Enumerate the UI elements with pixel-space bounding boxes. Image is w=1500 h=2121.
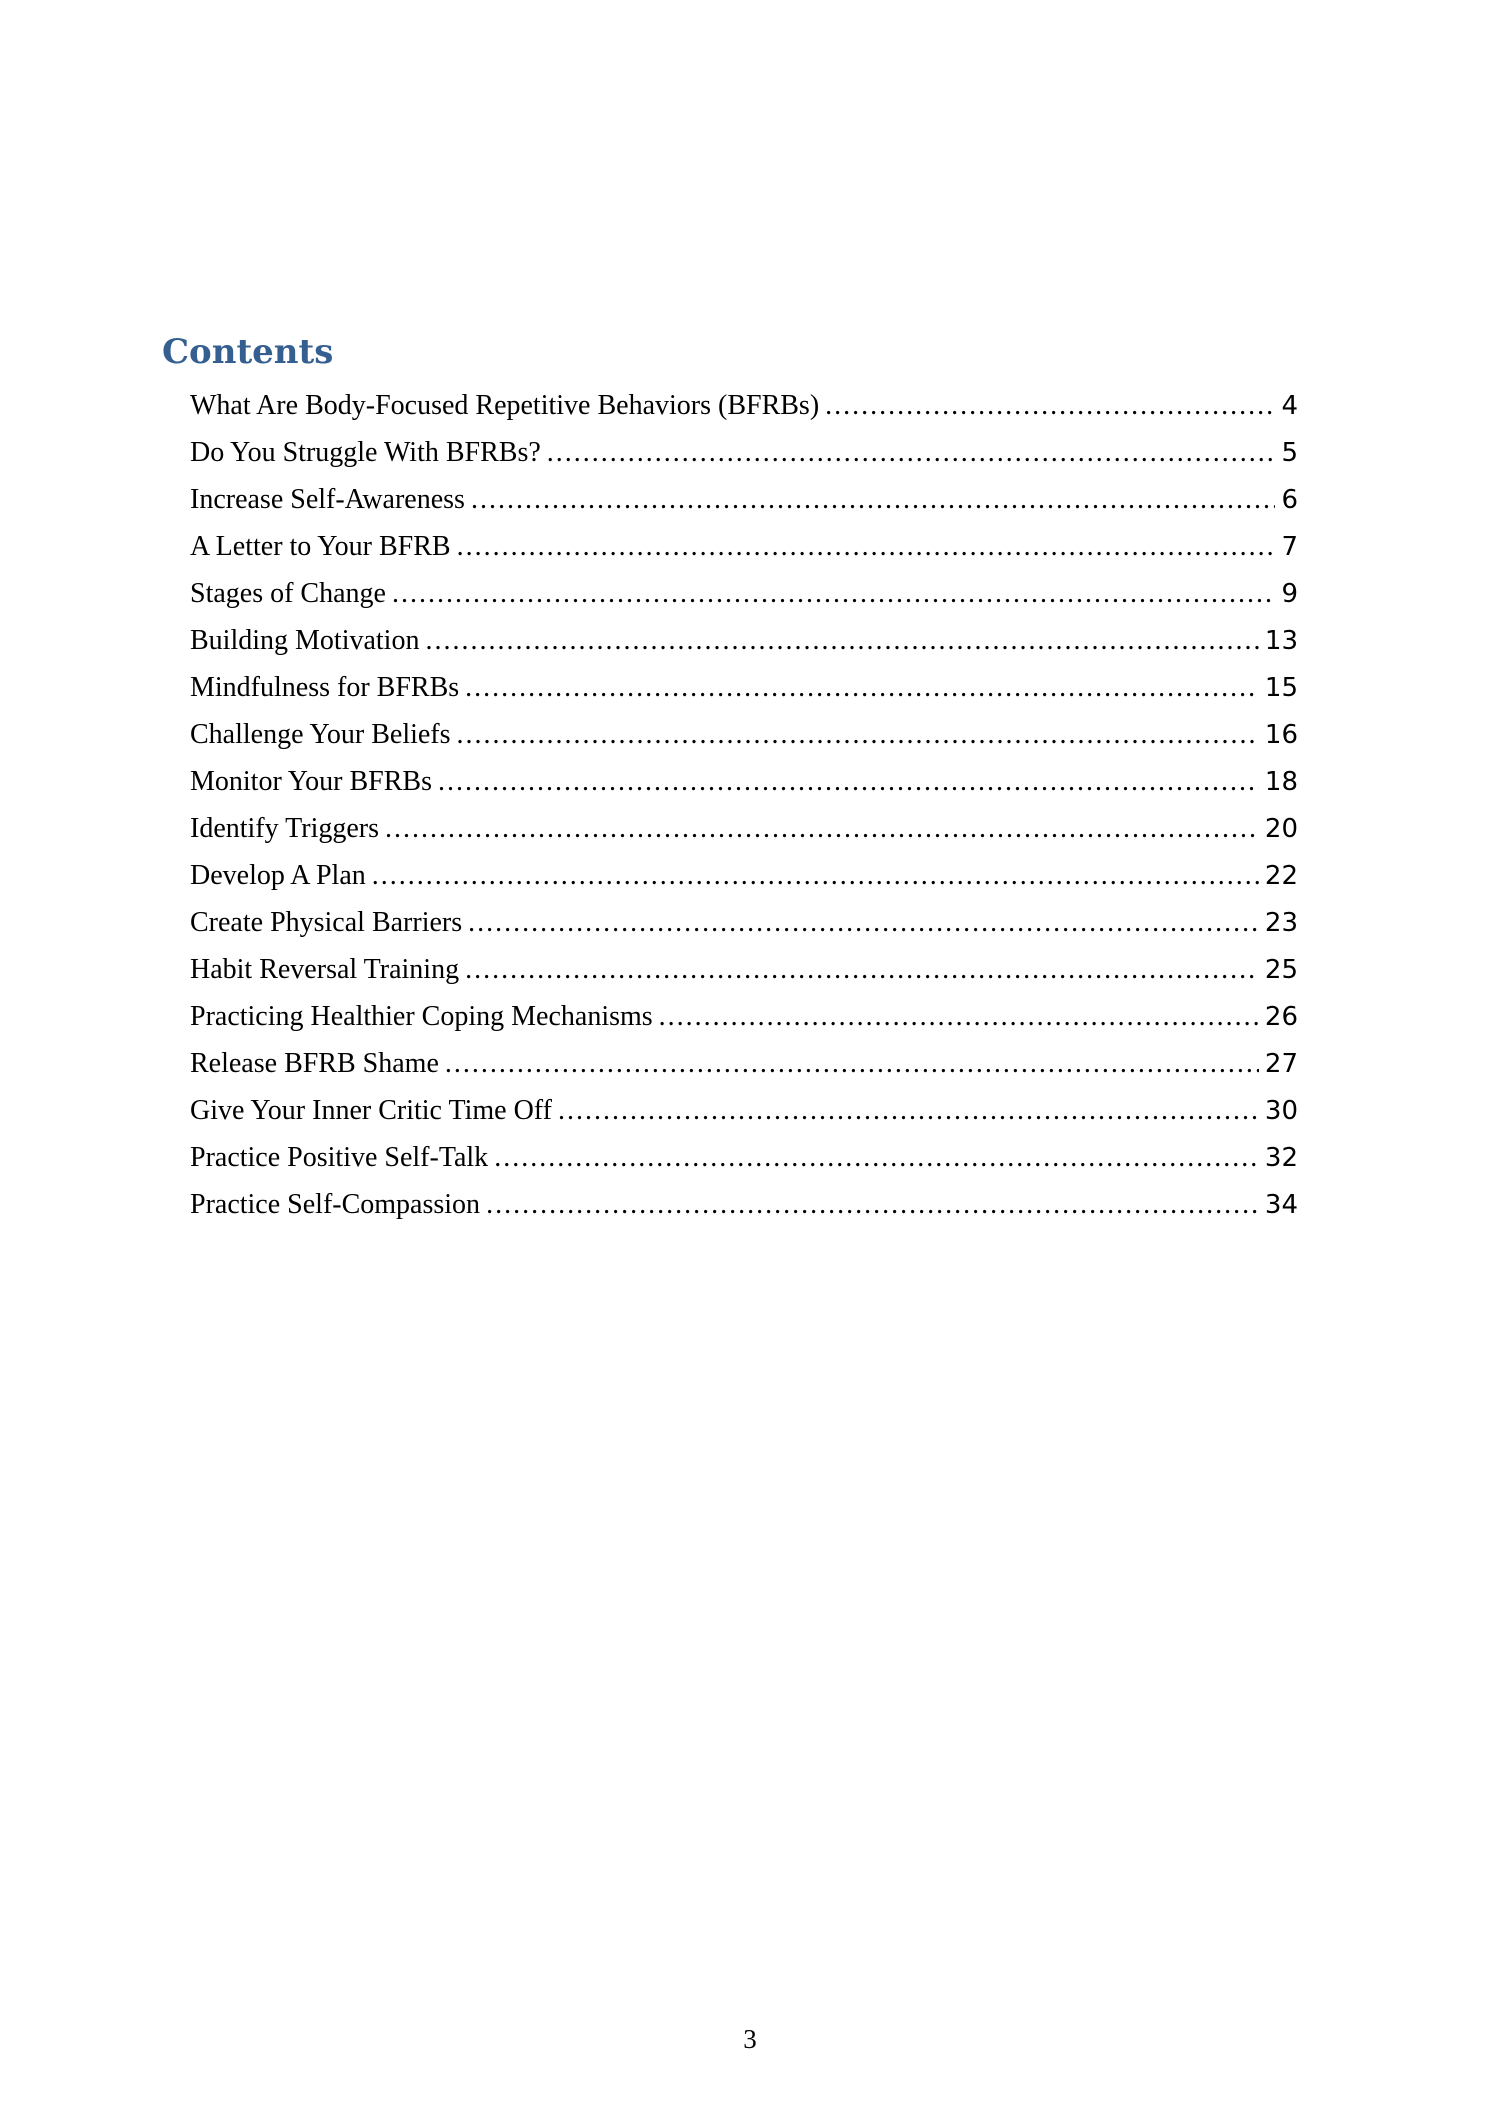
toc-entry-page: 7 [1281,532,1298,562]
toc-entry-page: 23 [1264,908,1298,938]
toc-entry-leader [445,1040,1259,1087]
toc-entry-title: Increase Self-Awareness [190,484,465,515]
toc-entry-page: 6 [1281,485,1298,515]
toc-entry-title: Identify Triggers [190,813,379,844]
toc-entry-title: A Letter to Your BFRB [190,531,451,562]
toc-entry-leader [465,946,1259,993]
toc-entry-title: Practice Positive Self-Talk [190,1142,489,1173]
toc-entry[interactable] [190,523,1298,570]
toc-entry-page: 16 [1264,720,1298,750]
toc-entry-title: Release BFRB Shame [190,1048,439,1079]
toc-entry-page: 9 [1281,579,1298,609]
toc-entry-page: 4 [1281,391,1298,421]
toc-entry-page: 30 [1264,1096,1298,1126]
toc-entry-leader [385,805,1259,852]
toc-entry[interactable] [190,476,1298,523]
toc-entry-leader [825,382,1275,429]
toc-entry-leader [659,993,1259,1040]
toc-entry-leader [457,523,1276,570]
toc-entry-page: 27 [1264,1049,1298,1079]
toc-entry[interactable] [190,570,1298,617]
toc-entry[interactable] [190,664,1298,711]
toc-entry-title: Mindfulness for BFRBs [190,672,460,703]
toc-entry-leader [494,1134,1259,1181]
page-number: 3 [743,2024,757,2054]
toc-entry-title: What Are Body-Focused Repetitive Behaviors (BFRBs) [190,390,820,421]
toc-entry[interactable] [190,617,1298,664]
toc-entry[interactable] [190,1181,1298,1228]
toc-entry-leader [471,476,1275,523]
toc-entry-leader [372,852,1259,899]
toc-entry-page: 22 [1264,861,1298,891]
toc-entry-title: Develop A Plan [190,860,366,891]
toc-entry[interactable] [190,1040,1298,1087]
toc-entry-title: Habit Reversal Training [190,954,460,985]
toc-entry-page: 18 [1264,767,1298,797]
toc-entry-title: Building Motivation [190,625,420,656]
toc-entry-leader [465,664,1259,711]
toc-entry[interactable] [190,993,1298,1040]
toc-entry[interactable] [190,429,1298,476]
toc-entry-leader [425,617,1258,664]
toc-entry-title: Challenge Your Beliefs [190,719,451,750]
toc-entry-title: Practicing Healthier Coping Mechanisms [190,1001,653,1032]
toc-entry-page: 13 [1264,626,1298,656]
toc-entry[interactable] [190,852,1298,899]
toc-entry[interactable] [190,1134,1298,1181]
toc-entry-leader [558,1087,1259,1134]
toc-entry-title: Practice Self-Compassion [190,1189,481,1220]
toc-entry[interactable] [190,758,1298,805]
toc-entry[interactable] [190,946,1298,993]
toc-entry-leader [392,570,1275,617]
toc-entry[interactable] [190,899,1298,946]
toc-entry-leader [486,1181,1259,1228]
toc-entry-page: 5 [1281,438,1298,468]
toc-entry-title: Give Your Inner Critic Time Off [190,1095,552,1126]
toc-entry-leader [457,711,1259,758]
toc-entry-page: 34 [1264,1190,1298,1220]
toc-entry-title: Do You Struggle With BFRBs? [190,437,541,468]
toc-entry[interactable] [190,382,1298,429]
toc-entry-page: 26 [1264,1002,1298,1032]
toc-entry[interactable] [190,1087,1298,1134]
toc-entry[interactable] [190,711,1298,758]
toc-entry-leader [438,758,1259,805]
toc-entry-page: 32 [1264,1143,1298,1173]
toc-entry-title: Stages of Change [190,578,386,609]
toc-entry-page: 20 [1264,814,1298,844]
toc-entry-leader [468,899,1259,946]
toc-entry-leader [547,429,1276,476]
toc-entry-title: Create Physical Barriers [190,907,463,938]
toc-entry[interactable] [190,805,1298,852]
toc-entry-title: Monitor Your BFRBs [190,766,432,797]
toc-heading: Contents [162,332,334,372]
toc-entry-page: 15 [1264,673,1298,703]
toc-list [190,382,1298,1228]
toc-entry-page: 25 [1264,955,1298,985]
